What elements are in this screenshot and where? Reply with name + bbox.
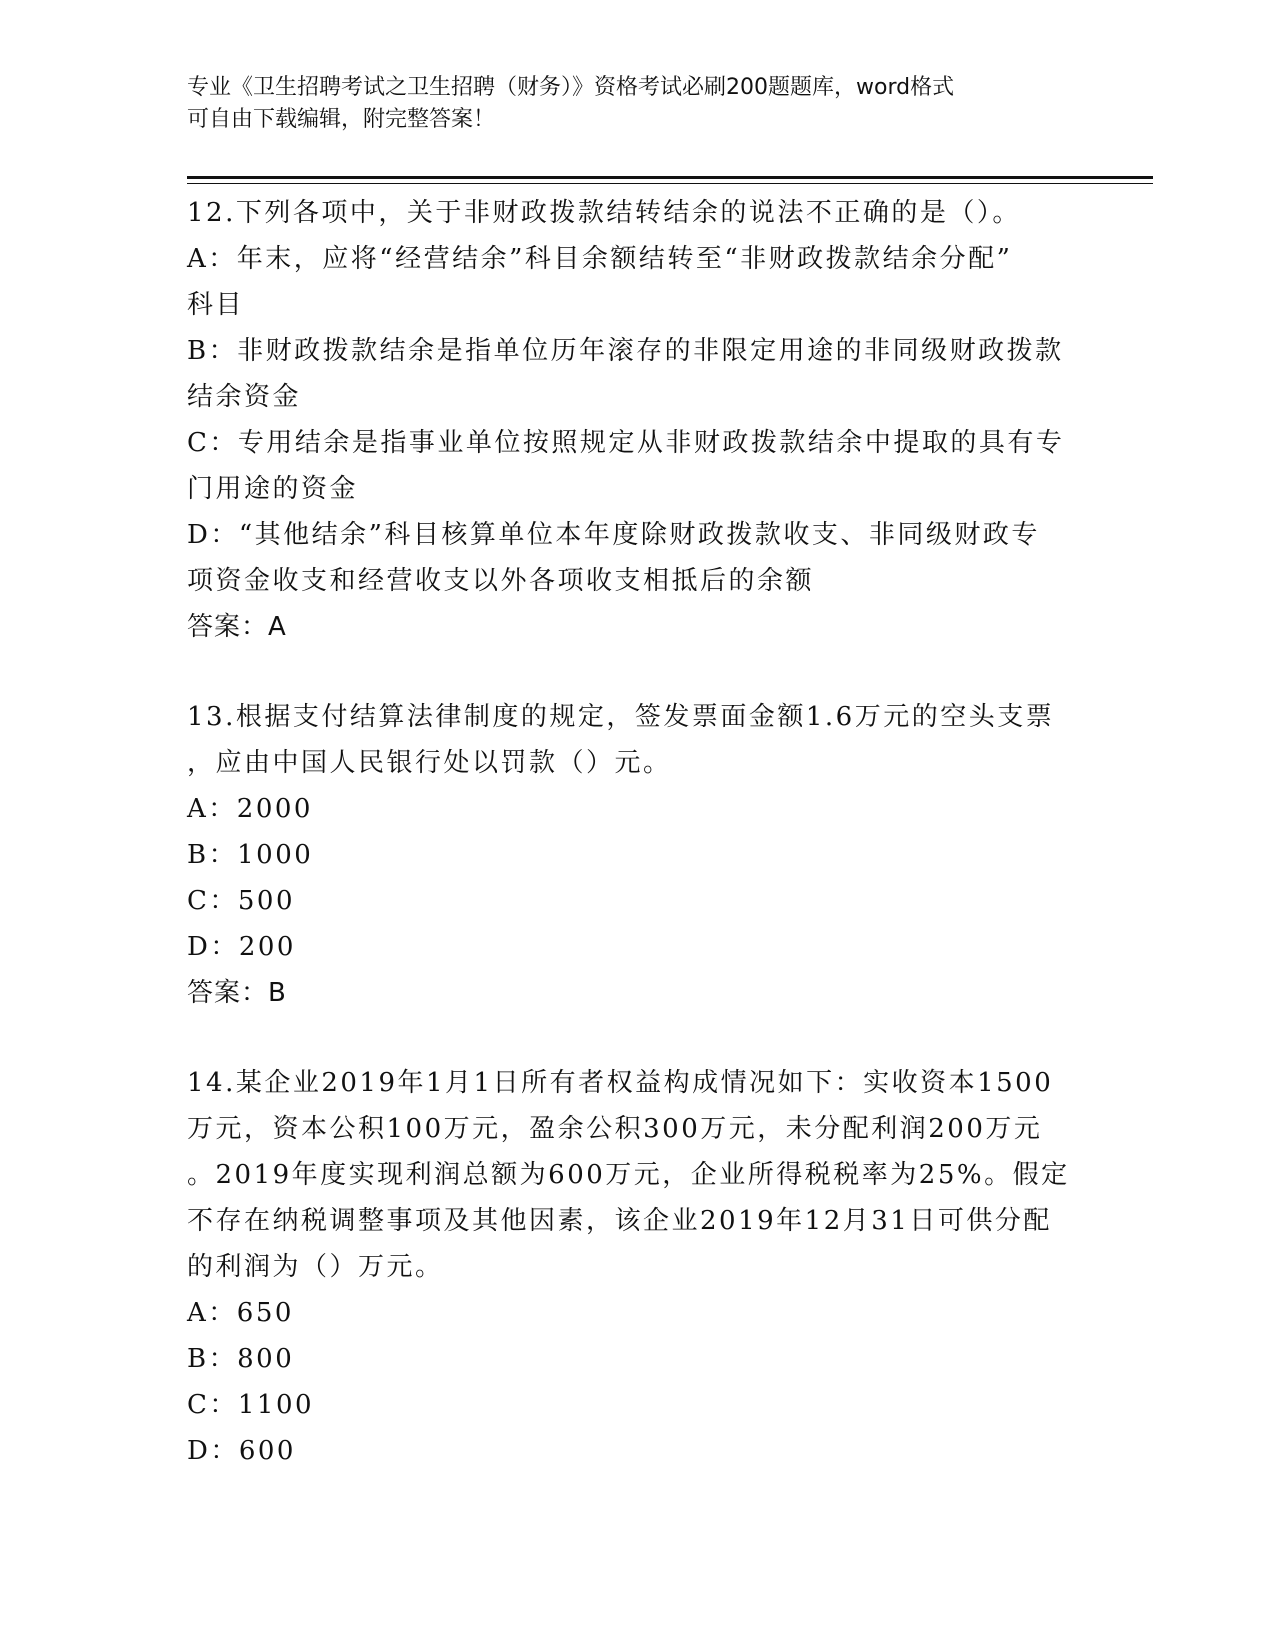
option-d-continued: 项资金收支和经营收支以外各项收支相抵后的余额 bbox=[187, 566, 815, 596]
option-b: B：1000 bbox=[187, 840, 314, 870]
question-stem-continued: 万元，资本公积100万元，盈余公积300万元，未分配利润200万元 bbox=[187, 1114, 1043, 1144]
option-c: C：专用结余是指事业单位按照规定从非财政拨款结余中提取的具有专 bbox=[187, 428, 1065, 458]
option-b: B：800 bbox=[187, 1344, 295, 1374]
question-list bbox=[187, 190, 1070, 1474]
option-b-continued: 结余资金 bbox=[187, 382, 302, 412]
question-14 bbox=[187, 1060, 1070, 1474]
question-stem: 14.某企业2019年1月1日所有者权益构成情况如下：实收资本1500 bbox=[187, 1068, 1054, 1098]
answer-line: 答案：B bbox=[187, 978, 287, 1008]
option-a: A：650 bbox=[187, 1298, 294, 1328]
option-d: D：200 bbox=[187, 932, 296, 962]
option-d: D：“其他结余”科目核算单位本年度除财政拨款收支、非同级财政专 bbox=[187, 520, 1040, 550]
question-spacer bbox=[187, 1016, 1067, 1060]
option-a: A：年末，应将“经营结余”科目余额结转至“非财政拨款结余分配” bbox=[187, 244, 1013, 274]
header-divider-thin bbox=[187, 183, 1153, 184]
question-stem: 13.根据支付结算法律制度的规定，签发票面金额1.6万元的空头支票 bbox=[187, 702, 1055, 732]
option-c-continued: 门用途的资金 bbox=[187, 474, 359, 504]
header-line-2: 可自由下载编辑，附完整答案！ bbox=[187, 107, 496, 132]
question-stem-continued: 。2019年度实现利润总额为600万元，企业所得税税率为25%。假定 bbox=[187, 1160, 1070, 1190]
question-stem-continued: 不存在纳税调整事项及其他因素，该企业2019年12月31日可供分配 bbox=[187, 1206, 1052, 1236]
question-13 bbox=[187, 694, 1067, 1016]
question-stem-continued: 的利润为（）万元。 bbox=[187, 1252, 444, 1282]
header-line-1: 专业《卫生招聘考试之卫生招聘（财务）》资格考试必刷200题题库，word格式 bbox=[187, 75, 955, 100]
header-divider-thick bbox=[187, 176, 1153, 179]
question-stem-continued: ，应由中国人民银行处以罚款（）元。 bbox=[187, 748, 672, 778]
question-stem: 12.下列各项中，关于非财政拨款结转结余的说法不正确的是（）。 bbox=[187, 198, 1021, 228]
option-a: A：2000 bbox=[187, 794, 313, 824]
option-c: C：1100 bbox=[187, 1390, 315, 1420]
document-header bbox=[187, 72, 1067, 136]
question-12 bbox=[187, 190, 1067, 650]
answer-line: 答案：A bbox=[187, 612, 287, 642]
option-c: C：500 bbox=[187, 886, 296, 916]
question-spacer bbox=[187, 650, 1067, 694]
option-a-continued: 科目 bbox=[187, 290, 245, 320]
option-b: B：非财政拨款结余是指单位历年滚存的非限定用途的非同级财政拨款 bbox=[187, 336, 1064, 366]
option-d: D：600 bbox=[187, 1436, 296, 1466]
